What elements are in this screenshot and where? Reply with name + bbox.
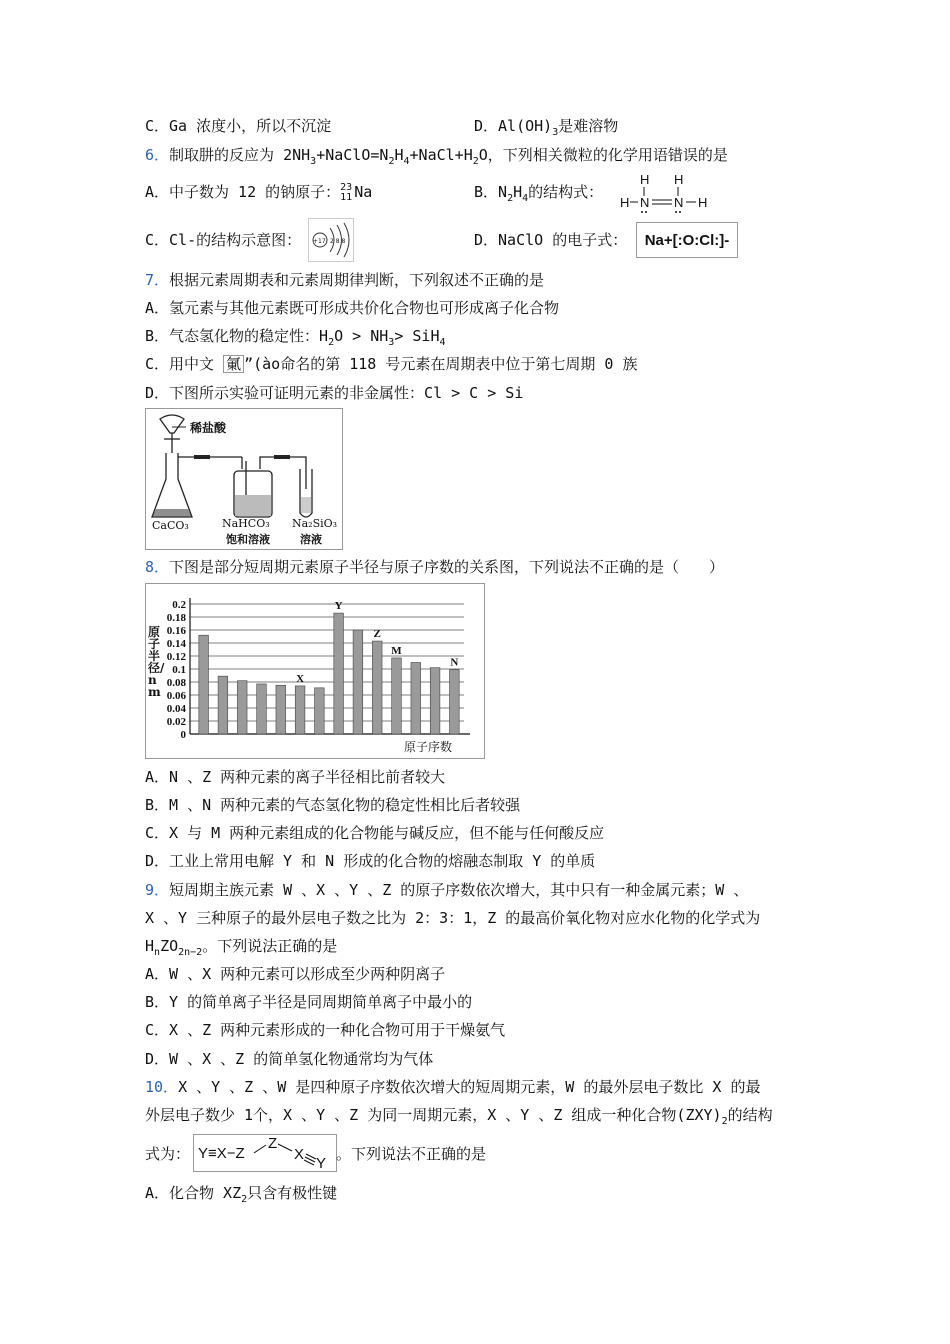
q9-option-a: A．W 、X 两种元素可以形成至少两种阴离子 xyxy=(145,965,446,983)
q6-option-d: D．NaClO 的电子式： xyxy=(474,231,628,249)
y-tick-label: 0.14 xyxy=(166,638,186,650)
bar-label: X xyxy=(296,672,305,685)
svg-text:H: H xyxy=(674,172,684,187)
q5-option-d: D．$Al(OH)_3$是难溶物 xyxy=(474,117,619,138)
bar xyxy=(334,613,344,734)
bar xyxy=(257,684,267,734)
oganesson-character: 氭 xyxy=(223,355,244,373)
q10-stem-line3: 式为： xyxy=(145,1145,191,1163)
hydrazine-structural-formula xyxy=(618,172,714,214)
q8-stem: 8．下图是部分短周期元素原子半径与原子序数的关系图，下列说法不正确的是（ ） xyxy=(145,558,725,576)
q10-stem-line3-tail: 。下列说法不正确的是 xyxy=(336,1145,487,1163)
q10-stem-line1: 10．X 、Y 、Z 、W 是四种原子序数依次增大的短周期元素，W 的最外层电子数比 X 的最 xyxy=(145,1078,761,1096)
x-axis-label: 原子序数 xyxy=(404,740,453,754)
na2sio3-label: Na₂SiO₃ xyxy=(292,517,338,530)
bar-label: N xyxy=(450,656,459,669)
bar xyxy=(353,630,363,734)
q10-stem-line2: 外层电子数少 1个，X 、Y 、Z 为同一周期元素，X 、Y 、Z 组成一种化合物$(ZXY)_2$的结构 xyxy=(145,1106,773,1127)
structure-left-text: Y≡X−Z xyxy=(198,1145,245,1162)
y-tick-label: 0.06 xyxy=(166,690,186,702)
bar-label: Y xyxy=(334,600,343,613)
bar xyxy=(450,670,460,734)
caco3-label: CaCO₃ xyxy=(152,519,189,532)
bar-label: Z xyxy=(373,628,381,641)
chloride-ion-structure-diagram xyxy=(308,218,354,262)
q7-option-a: A．氢元素与其他元素既可形成共价化合物也可形成离子化合物 xyxy=(145,299,560,317)
q9-option-b: B．Y 的简单离子半径是同周期简单离子中最小的 xyxy=(145,993,473,1011)
q7-option-d: D．下图所示实验可证明元素的非金属性：Cl > C > Si xyxy=(145,384,524,402)
y-tick-label: 0.1 xyxy=(172,664,186,676)
solution-label: 溶液 xyxy=(300,533,322,546)
q8-option-c: C．X 与 M 两种元素组成的化合物能与碱反应，但不能与任何酸反应 xyxy=(145,824,605,842)
svg-text:Z: Z xyxy=(268,1135,278,1152)
bar xyxy=(411,663,421,735)
shell-electrons-label: 2 8 8 xyxy=(330,238,346,245)
q6-option-a: A．中子数为 12 的钠原子：23 11 Na xyxy=(145,181,373,203)
bar xyxy=(199,635,209,734)
q7-option-b: B．气态氢化物的稳定性：$H_2O > NH_3> SiH_4$ xyxy=(145,327,446,348)
q7-stem: 7．根据元素周期表和元素周期律判断，下列叙述不正确的是 xyxy=(145,271,545,289)
svg-text:N: N xyxy=(640,195,650,210)
zxy2-structure-figure xyxy=(193,1134,337,1172)
y-tick-label: 0.08 xyxy=(166,677,186,689)
saturated-solution-label: 饱和溶液 xyxy=(226,533,270,546)
bar xyxy=(430,668,440,734)
q7-option-c: C．用中文 氭 ”(àо命名的第 118 号元素在周期表中位于第七周期 0 族 xyxy=(145,355,638,373)
q9-stem-line1: 9．短周期主族元素 W 、X 、Y 、Z 的原子序数依次增大，其中只有一种金属元素；W 、 xyxy=(145,881,749,899)
bar xyxy=(295,686,305,734)
q6-option-c: C．Cl-的结构示意图： xyxy=(145,231,302,249)
q10-option-a: A．化合物 $XZ_2$只含有极性键 xyxy=(145,1184,338,1205)
q9-option-d: D．W 、X 、Z 的简单氢化物通常均为气体 xyxy=(145,1050,434,1068)
q8-option-b: B．M 、N 两种元素的气态氢化物的稳定性相比后者较强 xyxy=(145,796,521,814)
q9-option-c: C．X 、Z 两种元素形成的一种化合物可用于干燥氨气 xyxy=(145,1021,506,1039)
svg-text:H: H xyxy=(620,195,630,210)
q8-option-a: A．N 、Z 两种元素的离子半径相比前者较大 xyxy=(145,768,446,786)
y-tick-label: 0.18 xyxy=(166,612,186,624)
q8-option-d: D．工业上常用电解 Y 和 N 形成的化合物的熔融态制取 Y 的单质 xyxy=(145,852,596,870)
svg-text:N: N xyxy=(674,195,684,210)
bar-label: M xyxy=(391,644,402,657)
mass-number: 23 xyxy=(340,181,353,193)
y-tick-label: 0.12 xyxy=(166,651,186,663)
q9-stem-line3: $H_nZO_{2n-2}$。下列说法正确的是 xyxy=(145,937,338,958)
bar xyxy=(372,641,382,734)
atomic-number: 11 xyxy=(340,191,353,203)
nucleus-label: +17 xyxy=(313,238,326,245)
svg-text:H: H xyxy=(698,195,708,210)
q6-option-b: B．$N_2H_4$的结构式： xyxy=(474,183,604,204)
bar xyxy=(392,658,402,734)
q5-option-c: C．Ga 浓度小，所以不沉淀 xyxy=(145,117,332,135)
q9-stem-line2: X 、Y 三种原子的最外层电子数之比为 2：3：1，Z 的最高价氧化物对应水化物的化学式为 xyxy=(145,909,761,927)
q6-stem: 6．制取肼的反应为 $2NH_3+NaClO=N_2H_4+NaCl+H_2O$，下列相关微粒的化学用语错误的是 xyxy=(145,146,728,167)
y-tick-label: 0.2 xyxy=(172,599,186,611)
bar xyxy=(218,676,228,734)
y-tick-label: 0.16 xyxy=(166,625,186,637)
acid-label: 稀盐酸 xyxy=(190,421,227,435)
atomic-radius-chart xyxy=(145,583,485,759)
y-tick-label: 0.02 xyxy=(166,716,186,728)
bar xyxy=(237,681,247,734)
bar xyxy=(276,685,286,734)
bar xyxy=(315,688,325,734)
y-tick-label: 0.04 xyxy=(166,703,186,715)
atomic-radius-bar-chart xyxy=(146,584,484,758)
y-tick-label: 0 xyxy=(180,729,186,741)
naclo-electron-formula: Na+[:O:Cl:]- xyxy=(636,222,738,258)
nahco3-label: NaHCO₃ xyxy=(222,517,270,530)
svg-text:X: X xyxy=(294,1146,305,1163)
svg-text:H: H xyxy=(640,172,650,187)
svg-text:Y: Y xyxy=(316,1155,327,1171)
experiment-apparatus-figure xyxy=(145,408,343,550)
y-axis-label: 原子半径/nm xyxy=(148,625,165,699)
